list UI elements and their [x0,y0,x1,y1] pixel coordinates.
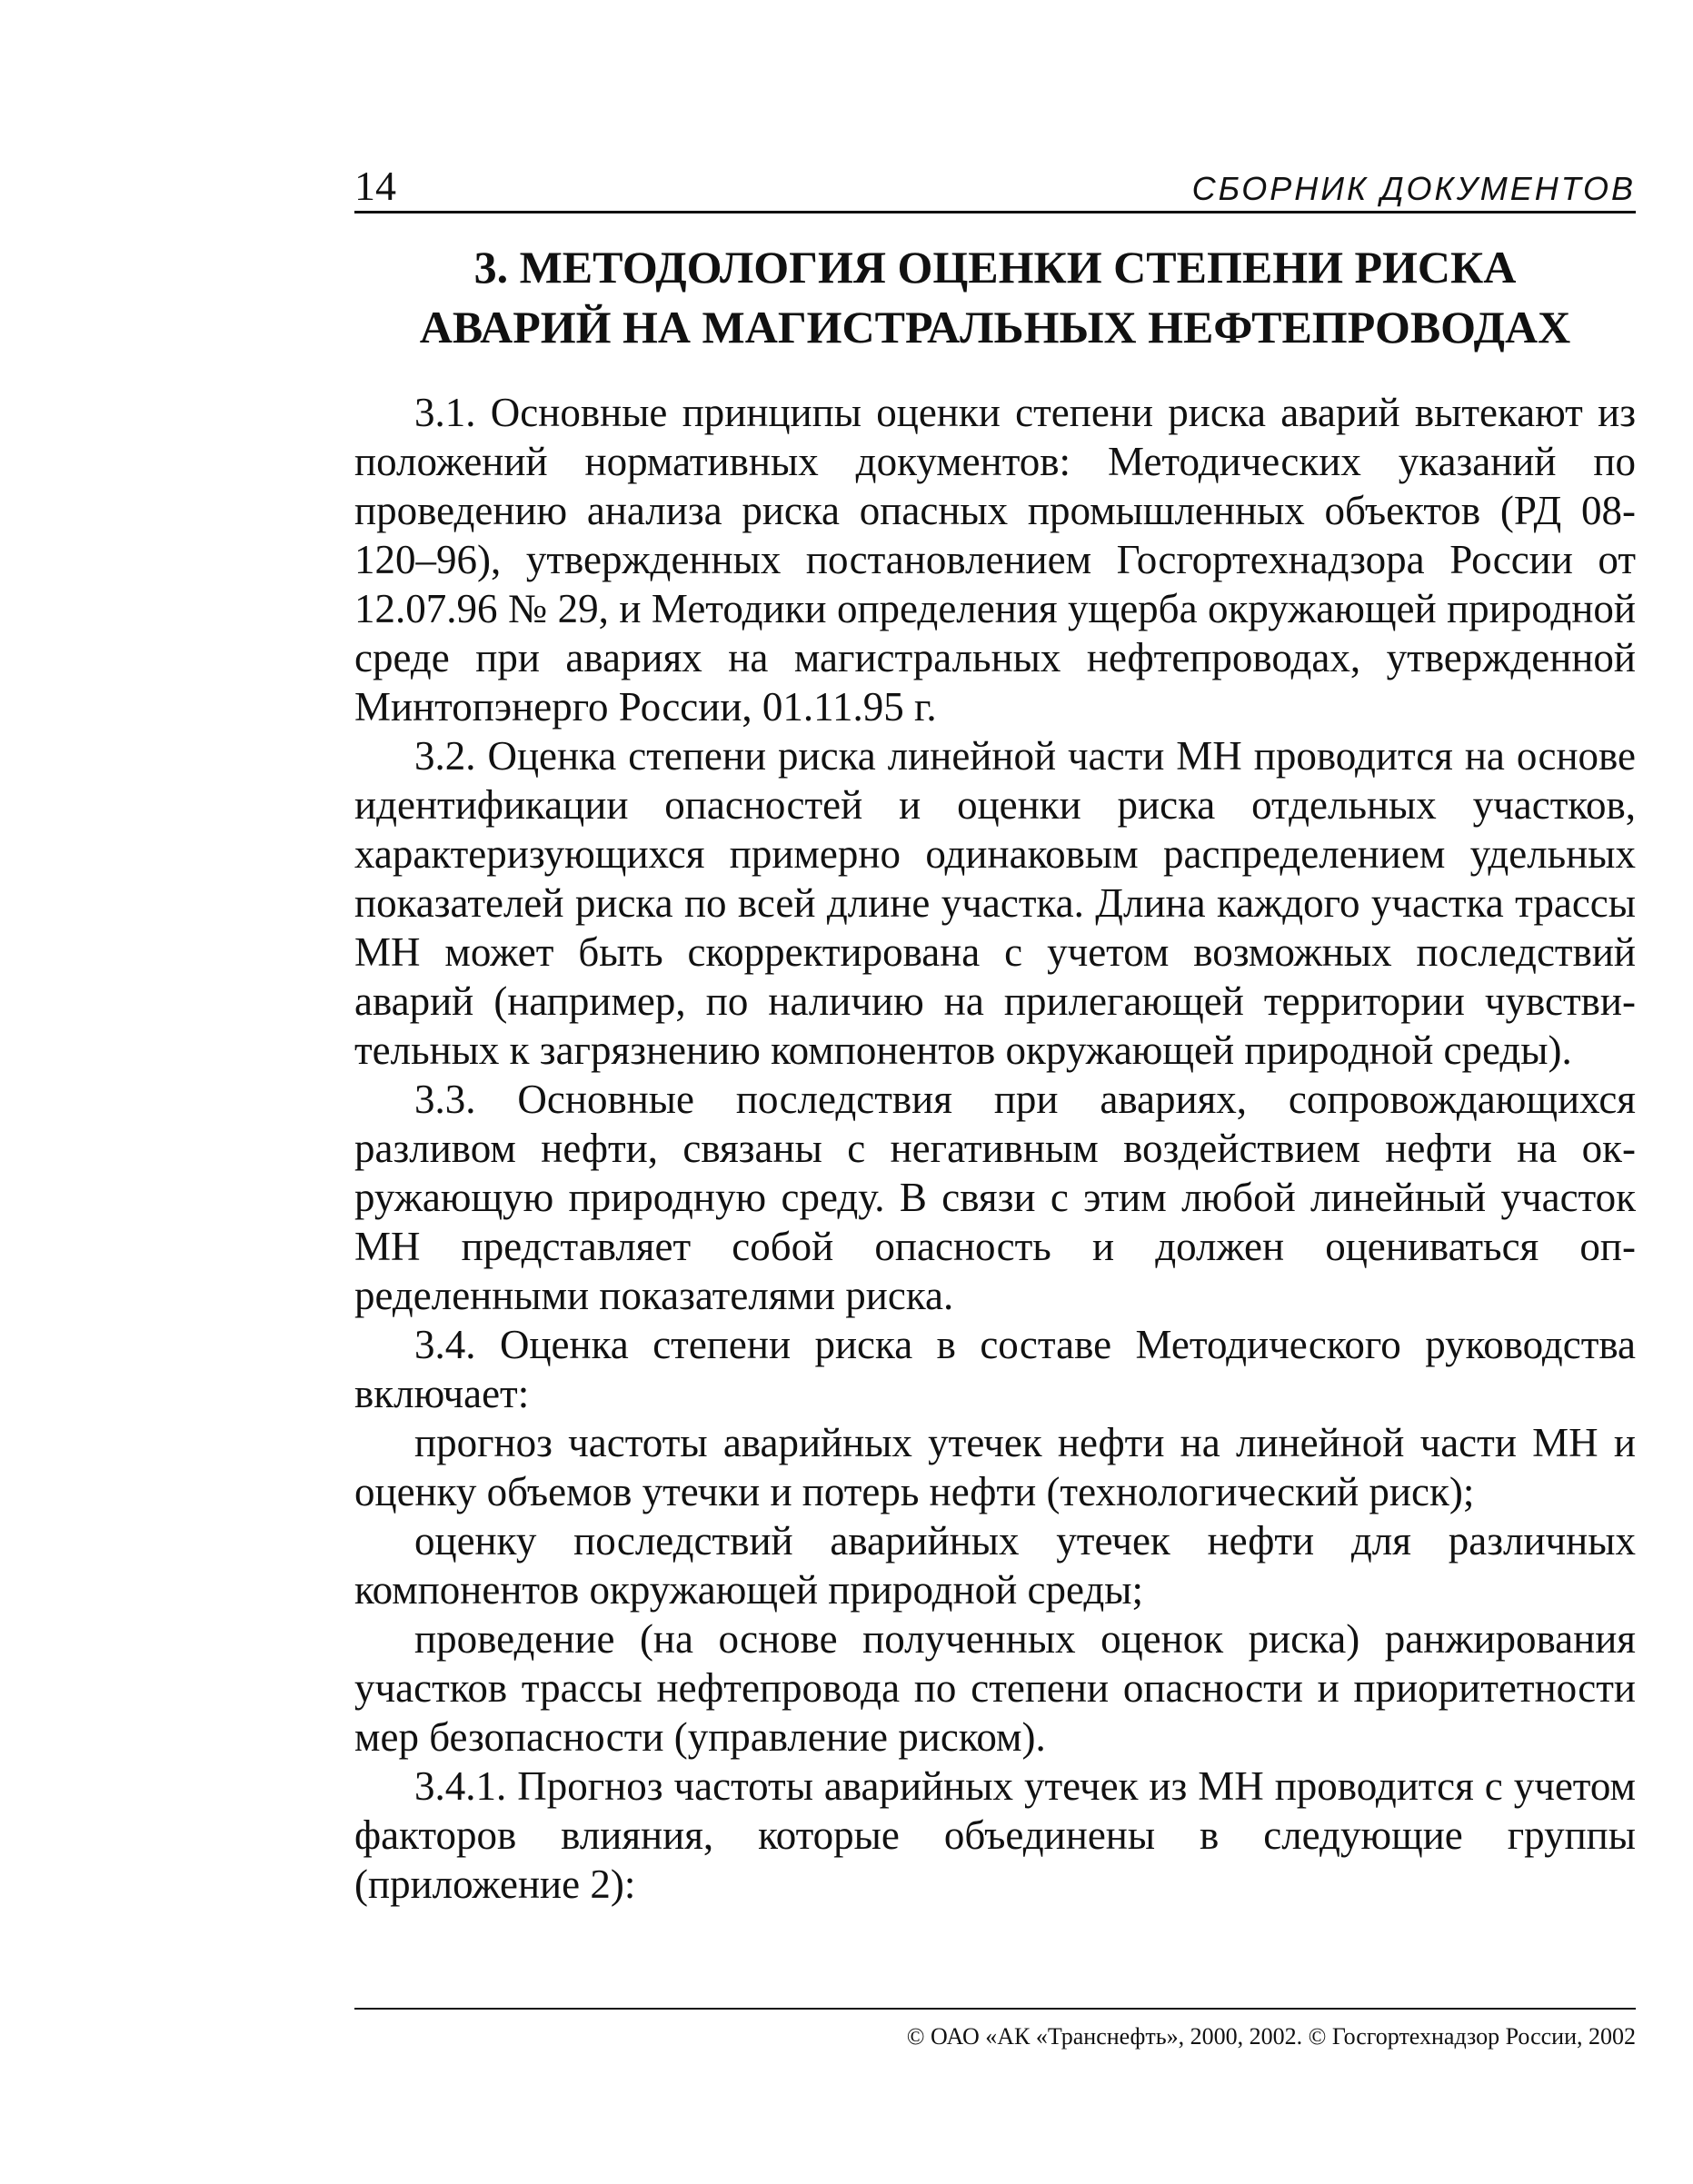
list-item-forecast: прогноз частоты аварийных утечек нефти на линейной части МН и оценку объемов утечки и потерь нефти (технологический риск); [354,1420,1636,1514]
copyright-notice: © ОАО «АК «Транснефть», 2000, 2002. © Госгортехнадзор России, 2002 [906,2023,1636,2050]
running-title: СБОРНИК ДОКУМЕНТОВ [1191,170,1636,207]
paragraph-3-3: 3.3. Основные последствия при авариях, сопровождающихся разливом нефти, связаны с негативным воздействием нефти на окружающую природную среду. В связи с этим любой линейный участок МН представляет собой опасность и должен оцениваться определенными показателями риска. [354,1077,1636,1318]
paragraph-3-4-1: 3.4.1. Прогноз частоты аварийных утечек из МН проводится с учетом факторов влияния, которые объединены в следующие группы (приложение 2): [354,1763,1636,1907]
paragraph-3-1: 3.1. Основные принципы оценки степени риска аварий вытекают из положений нормативных документов: Методических указаний по проведению анализа риска опасных промышленных объектов (РД 08-120–96), утвержденных постановлением Госгортехнадзора России от 12.07.96 № 29, и Методики определения ущерба окружающей природной среде при авариях на магистральных нефтепроводах, утвержденной Минтопэнерго России, 01.11.95 г. [354,390,1636,730]
page-header [354,154,1636,213]
section-title-line-1: 3. МЕТОДОЛОГИЯ ОЦЕНКИ СТЕПЕНИ РИСКА [473,242,1517,293]
list-item-ranking: проведение (на основе полученных оценок риска) ранжирования участков трассы нефтепровода по степени опасности и приоритетности мер безопасности (управление риском). [354,1616,1636,1760]
page-footer [354,2008,1636,2050]
section-title-line-2: АВАРИЙ НА МАГИСТРАЛЬНЫХ НЕФТЕПРОВОДАХ [419,302,1571,352]
body-text [354,388,1636,1909]
paragraph-3-4: 3.4. Оценка степени риска в составе Методического руководства включает: [354,1322,1636,1416]
section-title [354,237,1636,357]
paragraph-3-2: 3.2. Оценка степени риска линейной части МН проводится на основе идентификации опасностей и оценки риска отдельных участков, характеризующихся примерно одинаковым распределением удельных показателей риска по всей длине участка. Длина каждого участка трассы МН может быть скорректирована с учетом возможных последствий аварий (например, по наличию на прилегающей территории чувствительных к загрязнению компонентов окружающей природной среды). [354,733,1636,1073]
list-item-consequences: оценку последствий аварийных утечек нефти для различных компонентов окружающей природной среды; [354,1518,1636,1613]
document-page [354,154,1636,1909]
page-number: 14 [354,163,396,209]
